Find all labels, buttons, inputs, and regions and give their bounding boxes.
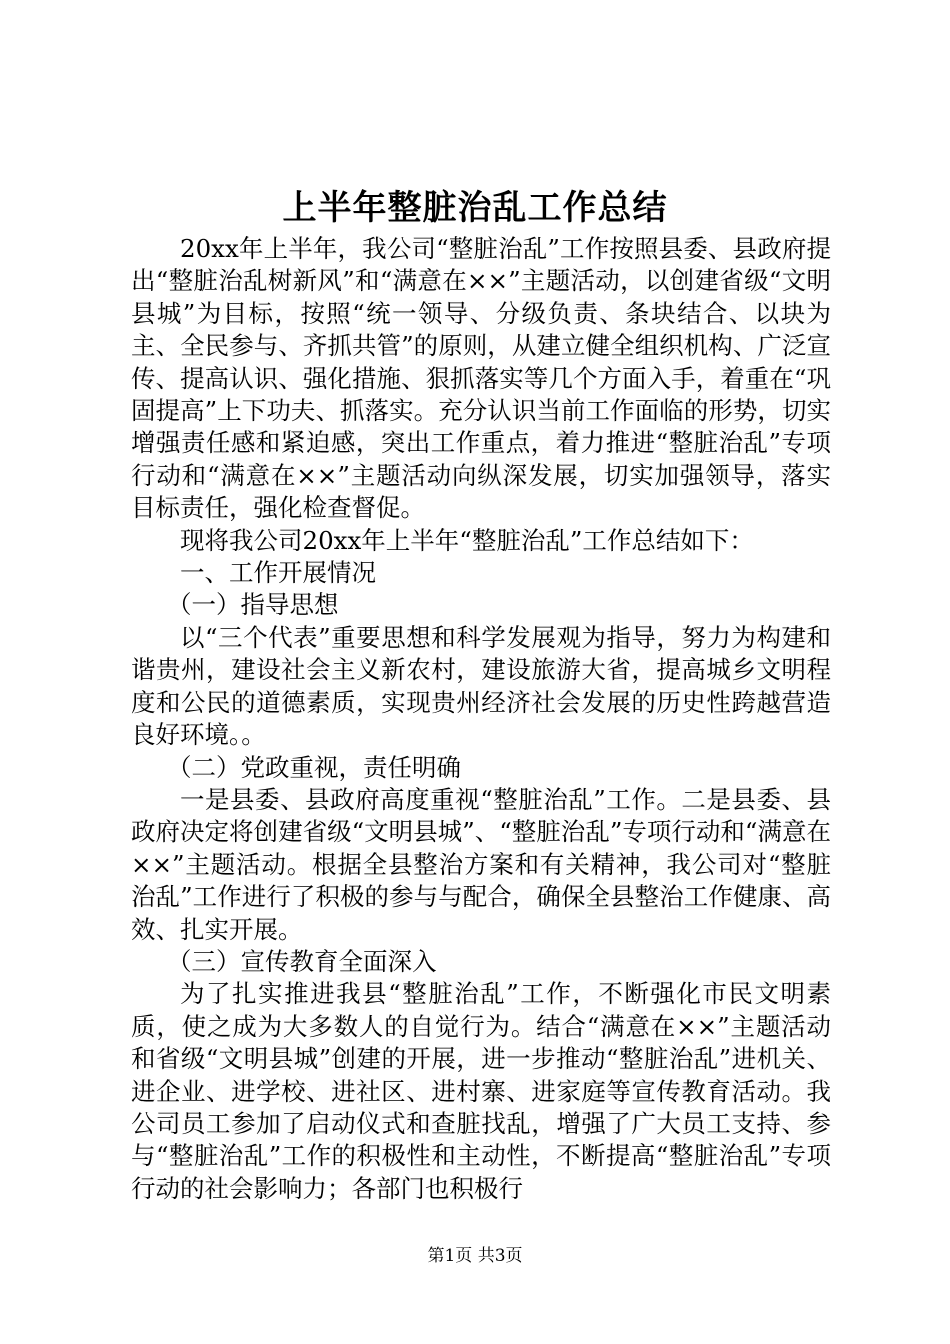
subheading-publicity-education: （三）宣传教育全面深入 — [167, 946, 437, 976]
party-attention-paragraph: 一是县委、县政府高度重视“整脏治乱”工作。二是县委、县政府决定将创建省级“文明县城”、“整脏治乱”专项行动和“满意在××”主题活动。根据全县整治方案和有关精神，我公司对“整脏治乱”工作进行了积极的参与与配合，确保全县整治工作健康、高效、扎实开展。 — [131, 784, 831, 944]
summary-intro-paragraph: 现将我公司20xx年上半年“整脏治乱”工作总结如下： — [180, 525, 754, 555]
subheading-guiding-ideology: （一）指导思想 — [167, 590, 339, 620]
guiding-ideology-paragraph: 以“三个代表”重要思想和科学发展观为指导，努力为构建和谐贵州，建设社会主义新农村，建设旅游大省，提高城乡文明程度和公民的道德素质，实现贵州经济社会发展的历史性跨越营造良好环境。。 — [131, 622, 831, 750]
document-body — [131, 233, 831, 1205]
document-title: 上半年整脏治乱工作总结 — [282, 188, 668, 228]
publicity-education-paragraph: 为了扎实推进我县“整脏治乱”工作，不断强化市民文明素质，使之成为大多数人的自觉行为。结合“满意在××”主题活动和省级“文明县城”创建的开展，进一步推动“整脏治乱”进机关、进企业、进学校、进社区、进村寨、进家庭等宣传教育活动。我公司员工参加了启动仪式和查脏找乱，增强了广大员工支持、参与“整脏治乱”工作的积极性和主动性，不断提高“整脏治乱”专项行动的社会影响力；各部门也积极行 — [131, 979, 831, 1203]
section-heading-work-progress: 一、工作开展情况 — [180, 558, 376, 588]
page-number-footer: 第1页 共3页 — [427, 1246, 523, 1266]
subheading-party-attention: （二）党政重视，责任明确 — [167, 752, 461, 782]
intro-paragraph: 20xx年上半年，我公司“整脏治乱”工作按照县委、县政府提出“整脏治乱树新风”和“满意在××”主题活动，以创建省级“文明县城”为目标，按照“统一领导、分级负责、条块结合、以块为主、全民参与、齐抓共管”的原则，从建立健全组织机构、广泛宣传、提高认识、强化措施、狠抓落实等几个方面入手，着重在“巩固提高”上下功夫、抓落实。充分认识当前工作面临的形势，切实增强责任感和紧迫感，突出工作重点，着力推进“整脏治乱”专项行动和“满意在××”主题活动向纵深发展，切实加强领导，落实目标责任，强化检查督促。 — [131, 234, 831, 523]
